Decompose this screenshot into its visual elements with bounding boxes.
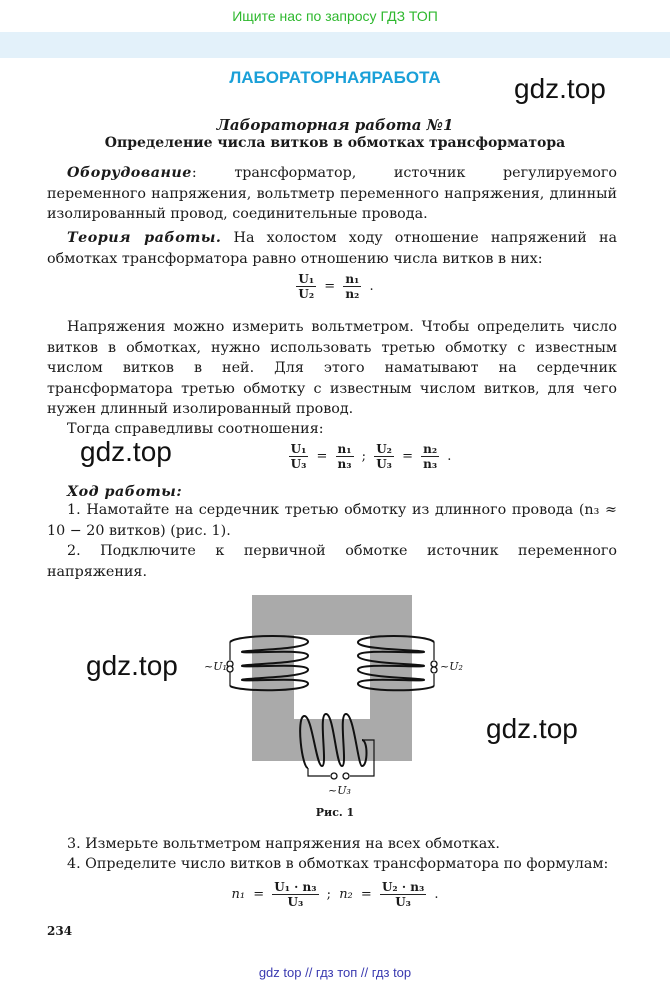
section-heading: ЛАБОРАТОРНАЯРАБОТА: [229, 68, 441, 87]
formula1-den-right: n₂: [345, 287, 360, 301]
label-u3: ~U₃: [328, 784, 351, 797]
equipment-label: Оборудование: [67, 165, 192, 181]
terminal: [431, 661, 437, 667]
formula-turns: [0, 880, 670, 909]
measure-text: Напряжения можно измерить вольтметром. Чтобы определить число витков в обмотках, нужно использовать третью обмотку с известным числом витков в ней. Для этого наматывают на сердечник трансформатора третью обмотку с известным числом витков, для чего нужен длинный изолированный провод.: [47, 319, 617, 417]
step-2: [47, 541, 617, 582]
terminal: [227, 666, 233, 672]
terminal: [343, 773, 349, 779]
watermark: gdz.top: [86, 650, 178, 681]
step-3-text: 3. Измерьте вольтметром напряжения на всех обмотках.: [67, 836, 500, 852]
formula2-c-num: U₂: [376, 442, 392, 456]
formula3-num1: U₁ · n₃: [274, 880, 317, 894]
formula1-num-left: U₁: [298, 272, 315, 286]
formula3-num2: U₂ · n₃: [381, 880, 425, 894]
formula3-eq: =: [253, 887, 265, 902]
formula2-b-den: n₃: [337, 457, 352, 471]
label-u2: ~U₂: [440, 660, 463, 673]
procedure-label: Ход работы:: [67, 484, 183, 500]
then-text: Тогда справедливы соотношения:: [67, 421, 324, 437]
bottom-banner[interactable]: gdz top // гдз топ // гдз top: [258, 965, 412, 980]
formula2-b-num: n₁: [337, 442, 352, 456]
terminal: [431, 667, 437, 673]
formula2-d-den: n₃: [423, 457, 438, 471]
formula2-a-num: U₁: [290, 442, 307, 456]
formula2-end: .: [447, 449, 452, 464]
theory-paragraph: [47, 228, 617, 269]
formula3-sep: ;: [326, 887, 332, 902]
then-paragraph: [47, 419, 617, 440]
formula3-den1: U₃: [287, 895, 304, 909]
equipment-text: : трансформатор, источник регулируемого переменного напряжения, вольтметр переменного напряжения, длинный изолированный провод, соединительные провода.: [47, 165, 617, 222]
formula2-c-den: U₃: [376, 457, 392, 471]
figure-caption: Рис. 1: [315, 806, 355, 819]
step-4: [47, 854, 617, 875]
lab-title: Лабораторная работа №1: [216, 116, 454, 134]
formula1-end: .: [369, 279, 374, 294]
formula2-a-den: U₃: [290, 457, 307, 471]
step-2-text: 2. Подключите к первичной обмотке источник переменного напряжения.: [47, 543, 617, 580]
formula3-end: .: [434, 887, 439, 902]
terminal: [331, 773, 337, 779]
formula2-d-num: n₂: [423, 442, 438, 456]
formula3-den2: U₃: [395, 895, 411, 909]
step-3: [47, 834, 617, 855]
step-1-text: 1. Намотайте на сердечник третью обмотку из длинного провода (n₃ ≈ 10 − 20 витков) (рис. 1).: [47, 502, 617, 539]
formula1-eq: =: [324, 279, 336, 294]
watermark: gdz.top: [514, 73, 606, 104]
theory-text: На холостом ходу отношение напряжений на обмотках трансформатора равно отношению числа витков в них:: [47, 230, 617, 267]
formula2-eq: =: [402, 449, 413, 464]
measure-paragraph: [47, 317, 617, 420]
formula3-lhs1: n₁: [231, 887, 246, 902]
top-banner[interactable]: Ищите нас по запросу ГДЗ ТОП: [232, 8, 438, 24]
watermark: gdz.top: [80, 436, 172, 467]
formula2-eq: =: [316, 449, 328, 464]
label-u1: ~U₁: [204, 660, 227, 673]
step-4-text: 4. Определите число витков в обмотках трансформатора по формулам:: [67, 856, 609, 872]
formula2-sep: ;: [361, 449, 367, 464]
formula-ratio: [0, 272, 670, 301]
header-band: [0, 32, 670, 58]
watermark: gdz.top: [486, 713, 578, 744]
lab-subtitle: Определение числа витков в обмотках трансформатора: [104, 135, 566, 151]
formula1-num-right: n₁: [345, 272, 360, 286]
transformer-figure: [190, 590, 480, 805]
page-number: 234: [47, 924, 73, 938]
formula3-eq: =: [360, 887, 372, 902]
equipment-paragraph: [47, 163, 617, 225]
step-1: [47, 500, 617, 541]
formula3-lhs2: n₂: [339, 887, 353, 902]
theory-label: Теория работы.: [67, 230, 222, 246]
core-window: [294, 635, 370, 719]
formula-relations: [35, 442, 670, 471]
formula1-den-left: U₂: [298, 287, 315, 301]
